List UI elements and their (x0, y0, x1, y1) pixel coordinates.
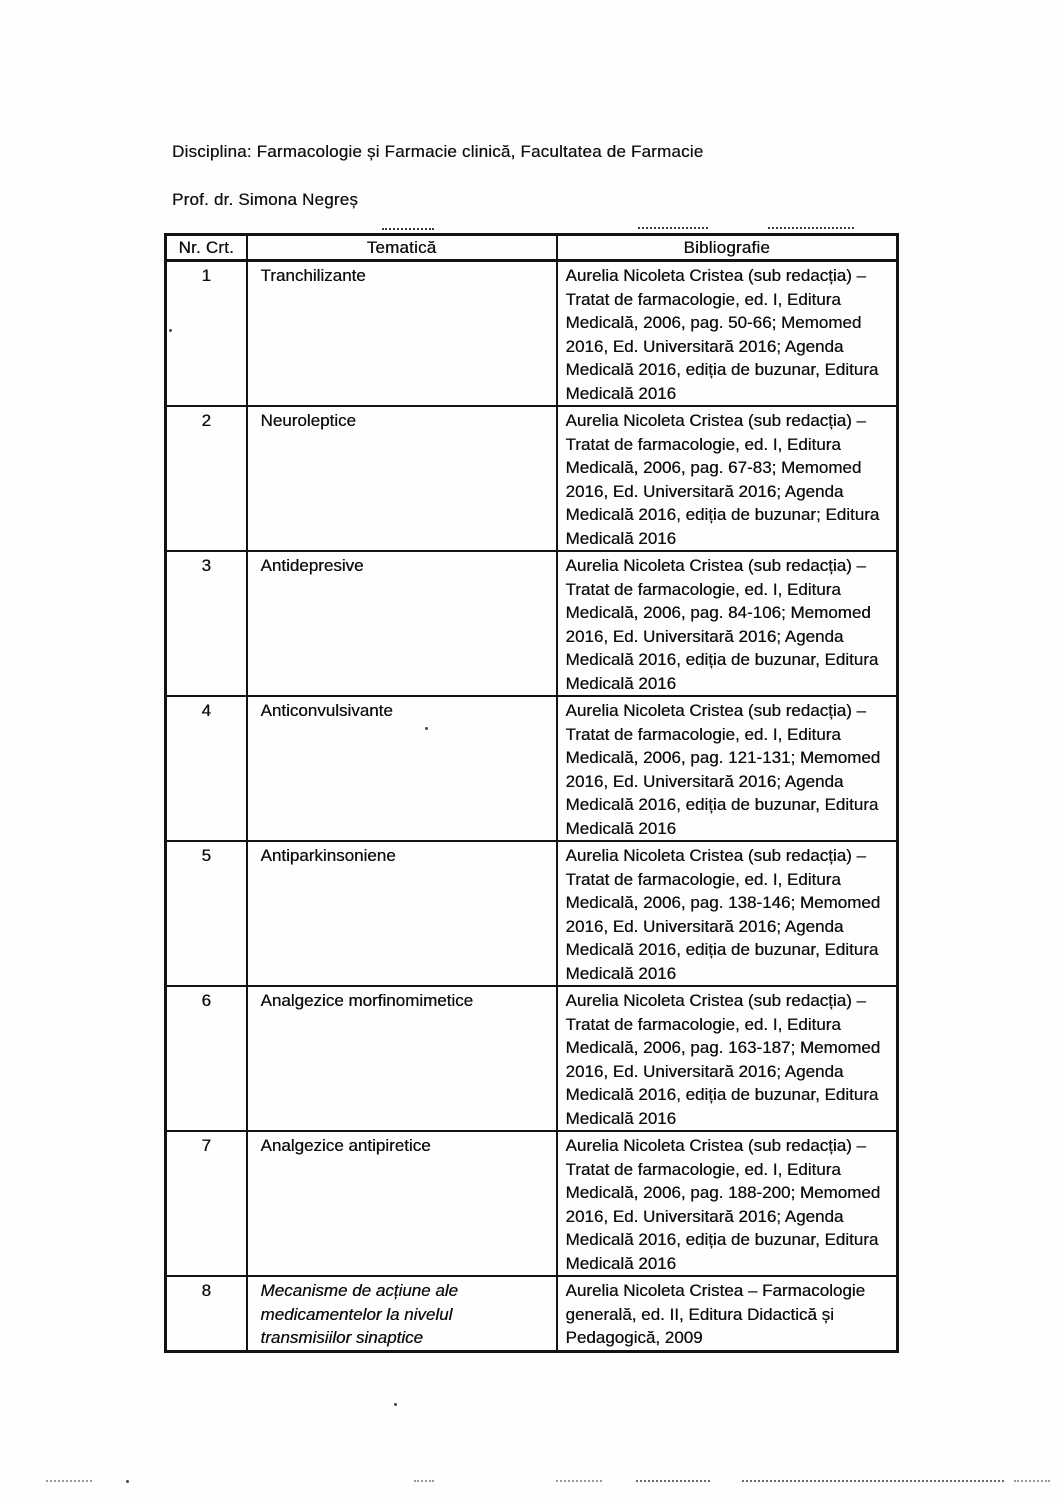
table-row (166, 406, 898, 551)
bibliography-cell: Aurelia Nicoleta Cristea (sub redacția) – Tratat de farmacologie, ed. I, Editura Medicală, 2006, pag. 67-83; Memomed 2016, Ed. Universitară 2016; Agenda Medicală 2016, ediția de buzunar; Editura Medicală 2016 (557, 406, 898, 551)
bibliography-cell: Aurelia Nicoleta Cristea (sub redacția) – Tratat de farmacologie, ed. I, Editura Medicală, 2006, pag. 188-200; Memomed 2016, Ed. Universitară 2016; Agenda Medicală 2016, ediția de buzunar, Editura Medicală 2016 (557, 1131, 898, 1276)
topic-cell: Tranchilizante (247, 261, 557, 407)
topic-cell: Antidepresive (247, 551, 557, 696)
row-number: 3 (166, 551, 247, 696)
table-header-row (166, 235, 898, 261)
bibliography-cell: Aurelia Nicoleta Cristea (sub redacția) – Tratat de farmacologie, ed. I, Editura Medicală, 2006, pag. 84-106; Memomed 2016, Ed. Universitară 2016; Agenda Medicală 2016, ediția de buzunar, Editura Medicală 2016 (557, 551, 898, 696)
table-row (166, 986, 898, 1131)
bibliography-cell: Aurelia Nicoleta Cristea – Farmacologie generală, ed. II, Editura Didactică și Pedagogică, 2009 (557, 1276, 898, 1351)
scan-artifact (394, 1403, 397, 1406)
header-tematica: Tematică (247, 235, 557, 261)
scan-artifact (638, 227, 708, 229)
header-bibliografie: Bibliografie (557, 235, 898, 261)
bibliography-cell: Aurelia Nicoleta Cristea (sub redacția) – Tratat de farmacologie, ed. I, Editura Medicală, 2006, pag. 138-146; Memomed 2016, Ed. Universitară 2016; Agenda Medicală 2016, ediția de buzunar, Editura Medicală 2016 (557, 841, 898, 986)
bibliography-cell: Aurelia Nicoleta Cristea (sub redacția) – Tratat de farmacologie, ed. I, Editura Medicală, 2006, pag. 50-66; Memomed 2016, Ed. Universitară 2016; Agenda Medicală 2016, ediția de buzunar, Editura Medicală 2016 (557, 261, 898, 407)
row-number: 4 (166, 696, 247, 841)
topic-cell: Analgezice morfinomimetice (247, 986, 557, 1131)
scan-artifact (768, 227, 854, 229)
scan-artifact (1014, 1480, 1050, 1482)
topic-cell: Anticonvulsivante (247, 696, 557, 841)
row-number: 2 (166, 406, 247, 551)
row-number: 7 (166, 1131, 247, 1276)
professor-line: Prof. dr. Simona Negreș (172, 190, 359, 209)
row-number: 6 (166, 986, 247, 1131)
table-row (166, 841, 898, 986)
topic-text: Mecanisme de acțiune ale medicamentelor la nivelul transmisiilor sinaptice (260, 1281, 459, 1347)
table-row (166, 696, 898, 841)
table-row (166, 1276, 898, 1351)
bibliography-cell: Aurelia Nicoleta Cristea (sub redacția) – Tratat de farmacologie, ed. I, Editura Medicală, 2006, pag. 163-187; Memomed 2016, Ed. Universitară 2016; Agenda Medicală 2016, ediția de buzunar, Editura Medicală 2016 (557, 986, 898, 1131)
row-number: 8 (166, 1276, 247, 1351)
table-row (166, 1131, 898, 1276)
scan-artifact (414, 1480, 434, 1482)
topic-cell: Neuroleptice (247, 406, 557, 551)
scan-artifact (126, 1480, 129, 1483)
topic-cell: Antiparkinsoniene (247, 841, 557, 986)
discipline-line: Disciplina: Farmacologie și Farmacie clinică, Facultatea de Farmacie (172, 142, 704, 161)
syllabus-table (164, 233, 899, 1353)
scan-artifact (742, 1480, 1004, 1482)
bibliography-cell: Aurelia Nicoleta Cristea (sub redacția) – Tratat de farmacologie, ed. I, Editura Medicală, 2006, pag. 121-131; Memomed 2016, Ed. Universitară 2016; Agenda Medicală 2016, ediția de buzunar, Editura Medicală 2016 (557, 696, 898, 841)
scan-artifact (636, 1480, 710, 1482)
scan-artifact (46, 1480, 92, 1482)
scan-artifact (382, 228, 434, 230)
topic-cell (247, 1276, 557, 1351)
table-row (166, 261, 898, 407)
row-number: 1 (166, 261, 247, 407)
scan-artifact (556, 1480, 602, 1482)
topic-cell: Analgezice antipiretice (247, 1131, 557, 1276)
header-nr-crt: Nr. Crt. (166, 235, 247, 261)
row-number: 5 (166, 841, 247, 986)
table-row (166, 551, 898, 696)
